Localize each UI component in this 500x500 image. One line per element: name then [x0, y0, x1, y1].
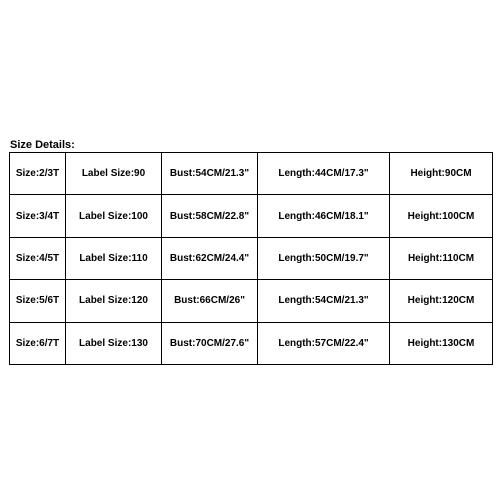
length-cell: Length:50CM/19.7" — [258, 237, 390, 279]
size-details-heading: Size Details: — [10, 139, 75, 151]
table-row — [10, 280, 493, 322]
bust-cell: Bust:54CM/21.3" — [162, 153, 258, 195]
label-size-cell: Label Size:100 — [66, 195, 162, 237]
bust-cell: Bust:66CM/26" — [162, 280, 258, 322]
bust-cell: Bust:70CM/27.6" — [162, 322, 258, 364]
label-size-cell: Label Size:110 — [66, 237, 162, 279]
table-row — [10, 195, 493, 237]
size-cell: Size:5/6T — [10, 280, 66, 322]
size-cell: Size:3/4T — [10, 195, 66, 237]
label-size-cell: Label Size:90 — [66, 153, 162, 195]
length-cell: Length:44CM/17.3" — [258, 153, 390, 195]
size-table — [9, 152, 493, 365]
size-cell: Size:2/3T — [10, 153, 66, 195]
bust-cell: Bust:62CM/24.4" — [162, 237, 258, 279]
height-cell: Height:130CM — [390, 322, 493, 364]
size-cell: Size:4/5T — [10, 237, 66, 279]
label-size-cell: Label Size:130 — [66, 322, 162, 364]
size-cell: Size:6/7T — [10, 322, 66, 364]
height-cell: Height:90CM — [390, 153, 493, 195]
length-cell: Length:54CM/21.3" — [258, 280, 390, 322]
bust-cell: Bust:58CM/22.8" — [162, 195, 258, 237]
length-cell: Length:46CM/18.1" — [258, 195, 390, 237]
table-row — [10, 322, 493, 364]
table-row — [10, 153, 493, 195]
length-cell: Length:57CM/22.4" — [258, 322, 390, 364]
height-cell: Height:100CM — [390, 195, 493, 237]
label-size-cell: Label Size:120 — [66, 280, 162, 322]
table-row — [10, 237, 493, 279]
height-cell: Height:120CM — [390, 280, 493, 322]
height-cell: Height:110CM — [390, 237, 493, 279]
